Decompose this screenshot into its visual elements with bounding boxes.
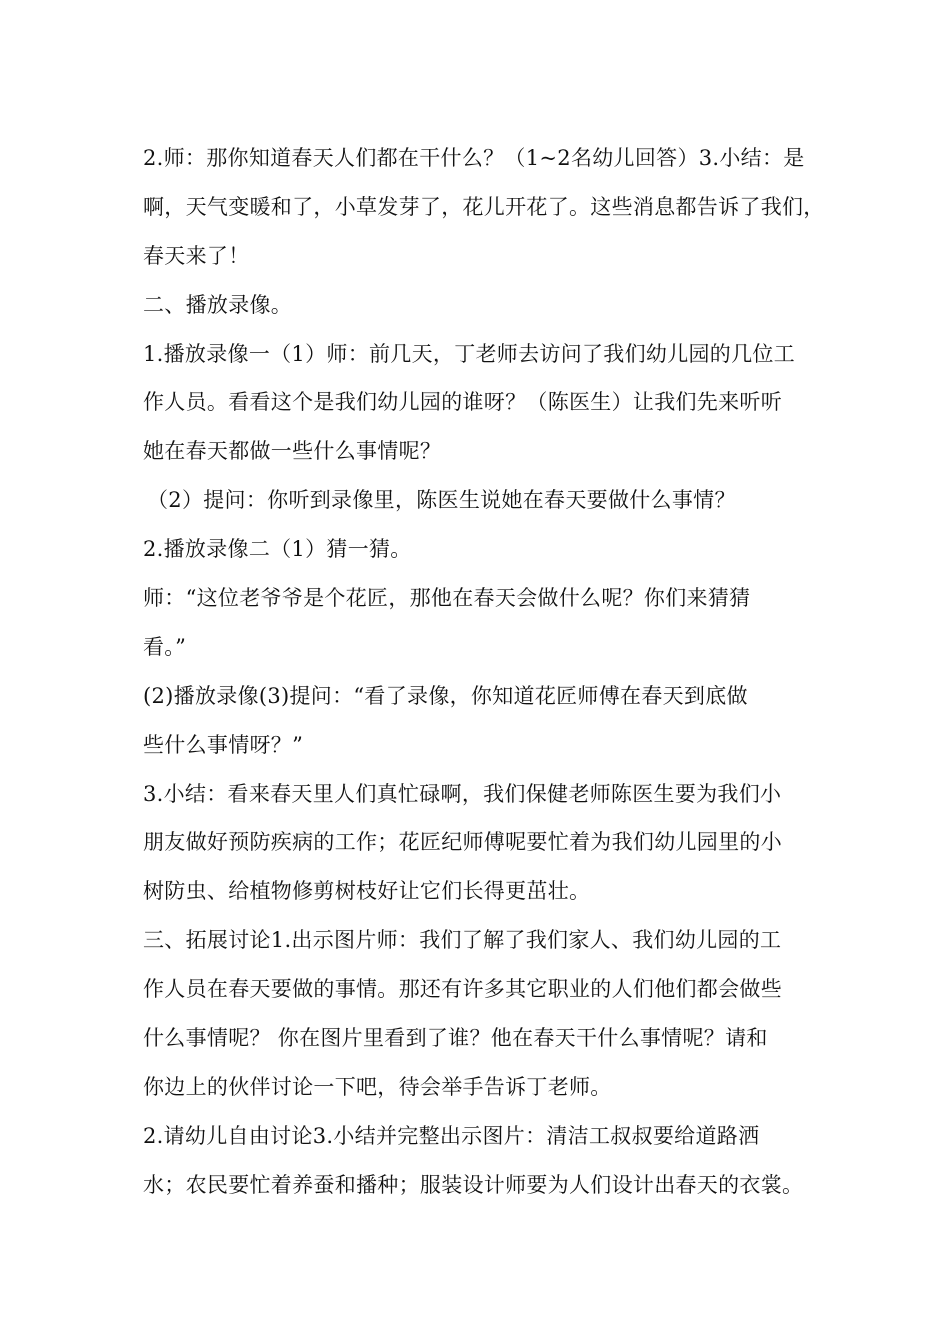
text-line-22: 水；农民要忙着养蚕和播种；服装设计师要为人们设计出春天的衣裳。 (143, 1172, 804, 1197)
text-line-5: 1.播放录像一（1）师：前几天，丁老师去访问了我们幼儿园的几位工 (143, 341, 795, 366)
text-line-3: 春天来了！ (143, 243, 250, 268)
text-line-18: 作人员在春天要做的事情。那还有许多其它职业的人们他们都会做些 (143, 977, 782, 1002)
text-line-20: 你边上的伙伴讨论一下吧，待会举手告诉丁老师。 (143, 1074, 612, 1099)
text-line-11: 看。” (143, 634, 187, 659)
text-line-8: （2）提问：你听到录像里，陈医生说她在春天要做什么事情？ (147, 488, 736, 513)
text-line-14: 3.小结：看来春天里人们真忙碌啊，我们保健老师陈医生要为我们小 (143, 781, 782, 806)
section-heading-2: 二、播放录像。 (143, 292, 293, 317)
text-line-1: 2.师：那你知道春天人们都在干什么？（1~2名幼儿回答）3.小结：是 (143, 146, 805, 170)
text-line-19: 什么事情呢？ 你在图片里看到了谁？他在春天干什么事情呢？请和 (143, 1026, 768, 1051)
section-heading-3: 三、拓展讨论1.出示图片师：我们了解了我们家人、我们幼儿园的工 (143, 928, 782, 953)
text-line-21: 2.请幼儿自由讨论3.小结并完整出示图片：清洁工叔叔要给道路洒 (143, 1123, 760, 1148)
text-line-15: 朋友做好预防疾病的工作；花匠纪师傅呢要忙着为我们幼儿园里的小 (143, 830, 782, 855)
text-line-7: 她在春天都做一些什么事情呢？ (143, 439, 442, 464)
text-line-10: 师：“这位老爷爷是个花匠，那他在春天会做什么呢？你们来猜猜 (143, 586, 751, 611)
text-line-16: 树防虫、给植物修剪树枝好让它们长得更茁壮。 (143, 879, 591, 904)
text-line-13: 些什么事情呀？” (143, 732, 304, 757)
text-line-2: 啊，天气变暖和了，小草发芽了，花儿开花了。这些消息都告诉了我们， (143, 194, 825, 219)
text-line-12: (2)播放录像(3)提问：“看了录像，你知道花匠师傅在春天到底做 (143, 683, 748, 708)
text-line-9: 2.播放录像二（1）猜一猜。 (143, 537, 412, 562)
document-body (143, 134, 833, 1210)
text-line-6: 作人员。看看这个是我们幼儿园的谁呀？（陈医生）让我们先来听听 (143, 390, 782, 415)
